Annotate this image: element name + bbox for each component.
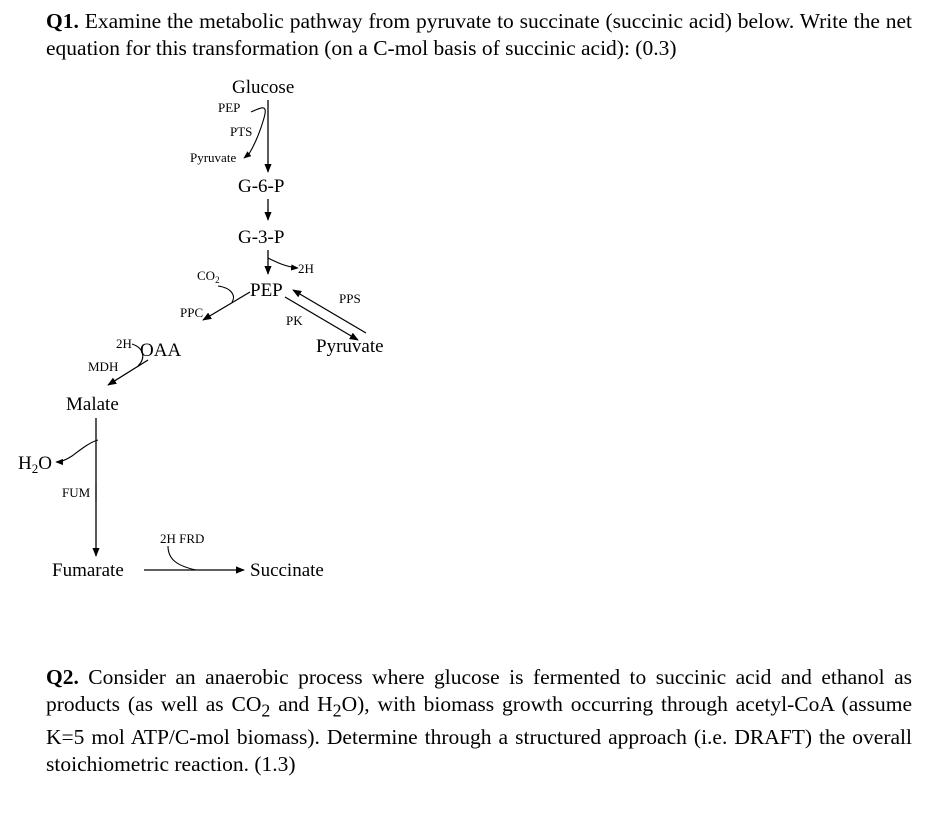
fumarate-label: Fumarate xyxy=(52,560,124,581)
pk-label: PK xyxy=(286,313,303,328)
pyruvate-label: Pyruvate xyxy=(316,336,384,357)
question-2-sub-b: 2 xyxy=(332,700,342,721)
question-1-text: Examine the metabolic pathway from pyruvate to succinate (succinic acid) below. Write the net equation for this transformation (on a C-mol basis of succinic acid): (0.3) xyxy=(46,9,912,60)
oaa-label: OAA xyxy=(140,340,182,361)
pep-label: PEP xyxy=(250,280,283,301)
co2-label: $CO_2$ xyxy=(197,268,220,285)
frd-2h-curve xyxy=(168,546,196,570)
g3p-2h-arrow xyxy=(268,258,298,268)
ppc-label: PPC xyxy=(180,305,204,320)
question-2 xyxy=(46,664,912,778)
succinate-label: Succinate xyxy=(250,560,324,581)
pep-to-oaa-arrow xyxy=(203,292,250,320)
question-2-text-a: Consider an anaerobic process where glucose is fermented to succinic acid and ethanol as products (as well as CO xyxy=(46,665,912,716)
question-2-text-c: O), with biomass growth occurring through acetyl-CoA (assume K=5 mol ATP/C-mol biomass). Determine through a structured approach (i.e. DRAFT) the overall stoichiometric reaction. (1.3) xyxy=(46,692,912,777)
g3p-label: G-3-P xyxy=(238,227,285,248)
pts-pep-label: PEP xyxy=(218,100,241,115)
question-2-text-b: and H xyxy=(270,692,333,716)
g6p-label: G-6-P xyxy=(238,176,285,197)
glucose-label: Glucose xyxy=(232,77,295,98)
pts-pyruvate-label: Pyruvate xyxy=(190,150,237,165)
question-2-label: Q2. xyxy=(46,665,79,689)
question-2-sub-a: 2 xyxy=(261,700,271,721)
water-arrow xyxy=(56,440,98,462)
oaa-2h-label: 2H xyxy=(116,336,132,351)
malate-label: Malate xyxy=(66,394,119,415)
g3p-2h-label: 2H xyxy=(298,261,314,276)
frd-label: 2H FRD xyxy=(160,531,205,546)
pts-pyruvate-arrow xyxy=(244,154,249,158)
fum-label: FUM xyxy=(62,485,91,500)
question-1-label: Q1. xyxy=(46,9,79,33)
mdh-label: MDH xyxy=(88,359,119,374)
co2-curve xyxy=(218,286,233,302)
pts-label: PTS xyxy=(230,124,253,139)
pps-label: PPS xyxy=(339,291,361,306)
water-label: $H_2O$ xyxy=(18,453,52,476)
